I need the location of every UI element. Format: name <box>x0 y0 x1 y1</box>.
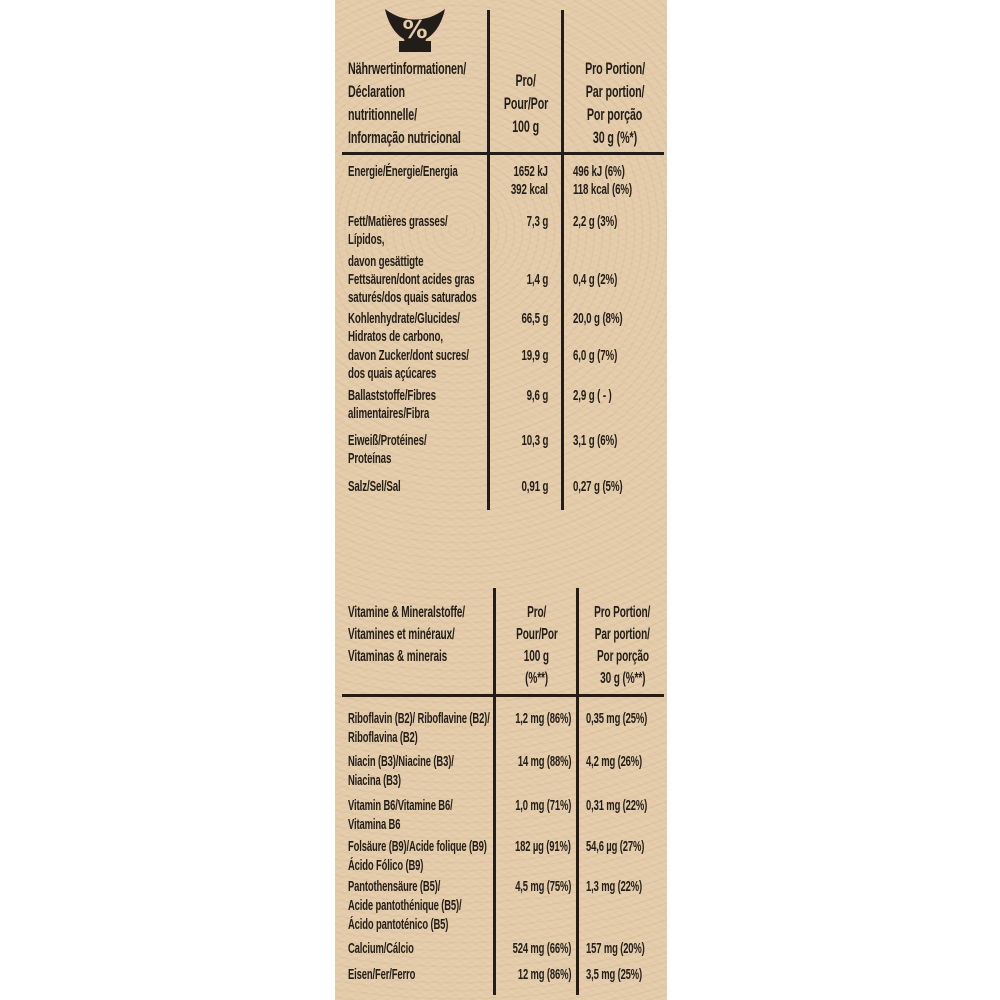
nutrient-label: Ballaststoffe/Fibres alimentaires/Fibra <box>348 387 436 422</box>
nutrient-label: Eisen/Fer/Ferro <box>348 967 416 983</box>
vitamins-table-header <box>335 602 667 690</box>
header-per-portion: Pro Portion/ Par portion/ Por porção 30 g (%*) <box>585 60 645 147</box>
header-vitamins-minerals: Vitamine & Mineralstoffe/ Vitamines et minéraux/ Vitaminas & minerais <box>348 604 465 665</box>
nutrient-label: Eiweiß/Protéines/ Proteínas <box>348 432 427 467</box>
per-portion-value: 157 mg (20%) <box>586 941 645 957</box>
header-per-100g: Pro/ Pour/Por 100 g (%**) <box>515 604 558 687</box>
table-row-fat <box>335 213 667 249</box>
nutrient-label: Fett/Matières grasses/ Lípidos, <box>348 213 448 248</box>
nutrition-label-panel <box>335 0 667 1000</box>
percent-bowl-icon <box>384 7 446 58</box>
nutrient-label: Calcium/Cálcio <box>348 941 414 957</box>
table-row-pantothenic-acid <box>335 878 667 935</box>
per-portion-value: 0,27 g (5%) <box>573 478 623 495</box>
table-row-energy <box>335 163 667 199</box>
per-portion-value: 6,0 g (7%) <box>573 347 618 364</box>
per-portion-value: 0,4 g (2%) <box>573 271 618 288</box>
nutrient-label: Vitamin B6/Vitamine B6/ Vitamina B6 <box>348 798 453 833</box>
per-100g-value: 1652 kJ 392 kcal <box>511 163 548 198</box>
nutrient-label: davon Zucker/dont sucres/ dos quais açúcares <box>348 347 469 382</box>
per-100g-value: 524 mg (66%) <box>512 941 571 957</box>
nutrition-table-header <box>335 58 667 150</box>
vitamins-table-body <box>335 702 667 985</box>
nutrient-label: Riboflavin (B2)/ Riboflavine (B2)/ Riboflavina (B2) <box>348 711 490 746</box>
per-portion-value: 0,31 mg (22%) <box>586 798 648 814</box>
per-portion-value: 2,2 g (3%) <box>573 213 618 230</box>
header-per-100g: Pro/ Pour/Por 100 g <box>503 72 549 136</box>
per-100g-value: 0,91 g <box>521 478 548 495</box>
per-portion-value: 3,5 mg (25%) <box>586 967 643 983</box>
table-row-calcium <box>335 940 667 959</box>
header-nutrition-info: Nährwertinformationen/ Déclaration nutritionnelle/ Informação nutricional <box>348 60 467 147</box>
table-row-iron <box>335 966 667 985</box>
per-100g-value: 1,0 mg (71%) <box>514 798 571 814</box>
per-100g-value: 182 µg (91%) <box>515 839 571 855</box>
header-rule <box>342 694 664 697</box>
table-row-vitamin-b6 <box>335 797 667 835</box>
nutrition-table-body <box>335 160 667 496</box>
percent-symbol: % <box>402 15 428 44</box>
table-row-folic-acid <box>335 838 667 876</box>
table-row-salt <box>335 478 667 496</box>
per-portion-value: 2,9 g ( - ) <box>573 387 612 404</box>
per-portion-value: 4,2 mg (26%) <box>586 754 643 770</box>
per-portion-value: 0,35 mg (25%) <box>586 711 648 727</box>
nutrient-label: Folsäure (B9)/Acide folique (B9) Ácido Fólico (B9) <box>348 839 487 874</box>
per-portion-value: 3,1 g (6%) <box>573 432 618 449</box>
nutrient-label: davon gesättigte Fettsäuren/dont acides gras saturés/dos quais saturados <box>348 253 477 306</box>
nutrient-label: Energie/Énergie/Energia <box>348 163 458 180</box>
nutrient-label: Kohlenhydrate/Glucides/ Hidratos de carbono, <box>348 310 460 345</box>
per-portion-value: 496 kJ (6%) 118 kcal (6%) <box>573 163 633 198</box>
vitamins-section <box>335 588 667 996</box>
per-100g-value: 12 mg (86%) <box>517 967 571 983</box>
nutrient-label: Salz/Sel/Sal <box>348 478 401 495</box>
table-row-saturates <box>335 253 667 307</box>
per-portion-value: 54,6 µg (27%) <box>586 839 645 855</box>
per-portion-value: 20,0 g (8%) <box>573 310 623 327</box>
per-100g-value: 66,5 g <box>521 310 548 327</box>
table-row-sugars <box>335 347 667 383</box>
header-rule <box>342 152 664 155</box>
table-row-carbohydrate <box>335 310 667 346</box>
per-100g-value: 9,6 g <box>526 387 548 404</box>
per-100g-value: 19,9 g <box>521 347 548 364</box>
per-100g-value: 10,3 g <box>521 432 548 449</box>
per-100g-value: 7,3 g <box>526 213 548 230</box>
table-row-riboflavin <box>335 710 667 748</box>
header-per-portion: Pro Portion/ Par portion/ Por porção 30 g (%**) <box>594 604 651 687</box>
nutrient-label: Pantothensäure (B5)/ Acide pantothénique (B5)/ Ácido pantoténico (B5) <box>348 879 462 933</box>
per-portion-value: 1,3 mg (22%) <box>586 879 643 895</box>
table-row-fibre <box>335 387 667 423</box>
per-100g-value: 1,4 g <box>526 271 548 288</box>
table-row-niacin <box>335 753 667 791</box>
table-row-protein <box>335 432 667 468</box>
nutrition-section <box>335 0 667 510</box>
nutrient-label: Niacin (B3)/Niacine (B3)/ Niacina (B3) <box>348 754 454 789</box>
per-100g-value: 1,2 mg (86%) <box>514 711 571 727</box>
per-100g-value: 4,5 mg (75%) <box>514 879 571 895</box>
per-100g-value: 14 mg (88%) <box>517 754 571 770</box>
